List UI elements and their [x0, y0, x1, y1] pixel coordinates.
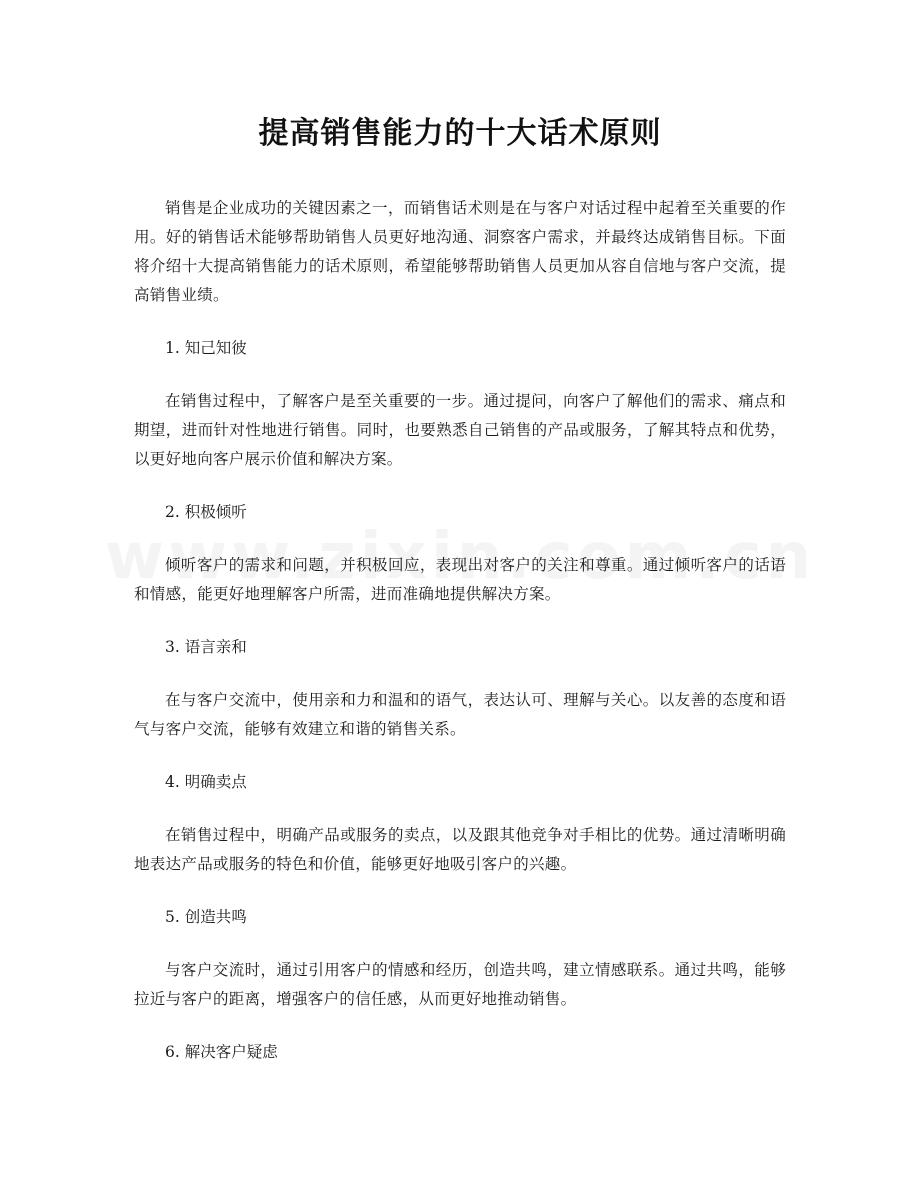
section-body-4: 在销售过程中，明确产品或服务的卖点，以及跟其他竞争对手相比的优势。通过清晰明确地表达产品或服务的特色和价值，能够更好地吸引客户的兴趣。 — [134, 826, 786, 873]
section-heading-2: 2. 积极倾听 — [165, 503, 247, 521]
section-heading-3: 3. 语言亲和 — [165, 638, 247, 656]
section-heading-1: 1. 知己知彼 — [165, 339, 247, 357]
page-title: 提高销售能力的十大话术原则 — [258, 116, 662, 151]
section-body-3: 在与客户交流中，使用亲和力和温和的语气，表达认可、理解与关心。以友善的态度和语气与客户交流，能够有效建立和谐的销售关系。 — [134, 691, 786, 738]
section-body-1: 在销售过程中，了解客户是至关重要的一步。通过提问，向客户了解他们的需求、痛点和期望，进而针对性地进行销售。同时，也要熟悉自己销售的产品或服务，了解其特点和优势，以更好地向客户展示价值和解决方案。 — [134, 392, 786, 468]
section-body-5: 与客户交流时，通过引用客户的情感和经历，创造共鸣，建立情感联系。通过共鸣，能够拉近与客户的距离，增强客户的信任感，从而更好地推动销售。 — [134, 961, 786, 1008]
section-heading-5: 5. 创造共鸣 — [165, 908, 247, 926]
section-heading-4: 4. 明确卖点 — [165, 773, 247, 791]
section-heading-6: 6. 解决客户疑虑 — [165, 1043, 278, 1061]
section-body-2: 倾听客户的需求和问题，并积极回应，表现出对客户的关注和尊重。通过倾听客户的话语和情感，能更好地理解客户所需，进而准确地提供解决方案。 — [134, 556, 786, 603]
intro-paragraph: 销售是企业成功的关键因素之一，而销售话术则是在与客户对话过程中起着至关重要的作用。好的销售话术能够帮助销售人员更好地沟通、洞察客户需求，并最终达成销售目标。下面将介绍十大提高销售能力的话术原则，希望能够帮助销售人员更加从容自信地与客户交流，提高销售业绩。 — [134, 199, 786, 304]
